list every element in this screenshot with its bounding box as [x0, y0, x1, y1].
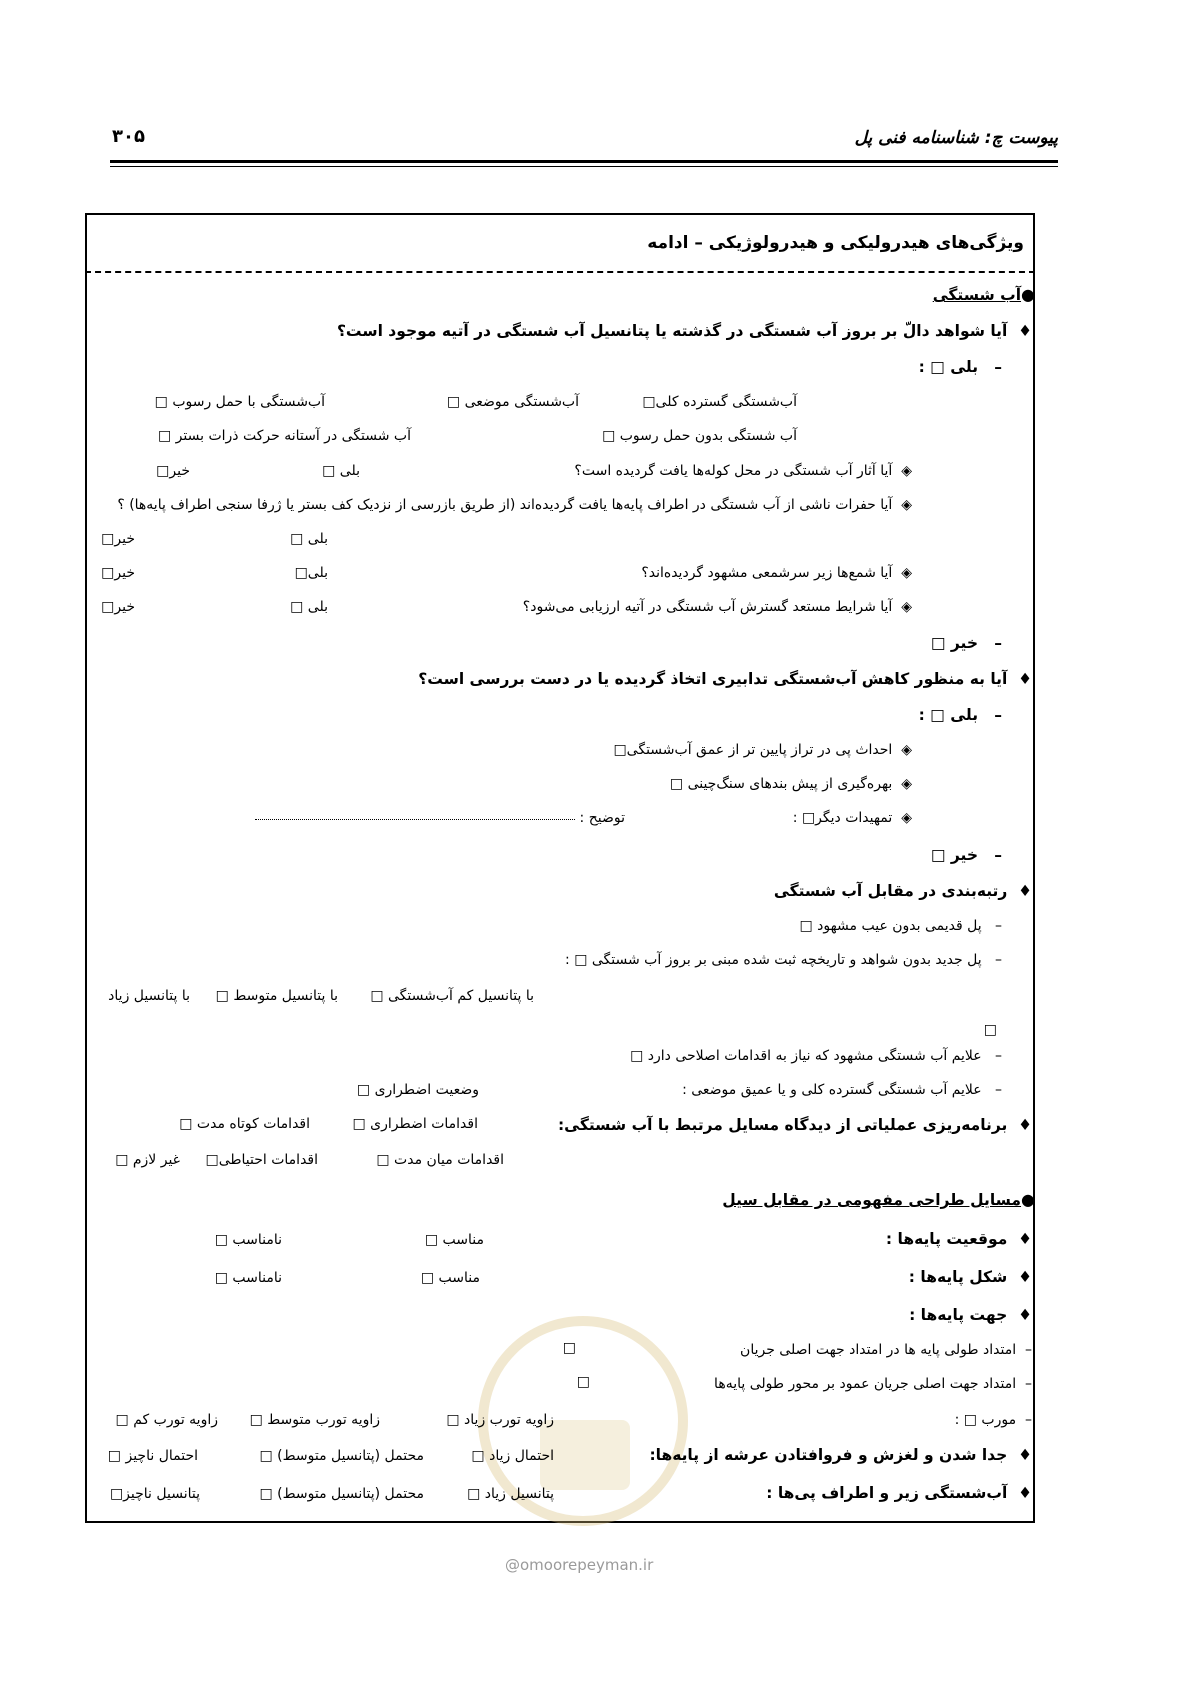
deck-detach: ♦ جدا شدن و لغزش و فروافتادن عرشه از پایه‌ها:	[649, 1446, 1032, 1464]
diamond-outline-icon: ◈	[901, 776, 912, 792]
sub-q2-no[interactable]: خیر□	[101, 531, 135, 547]
lone-checkbox[interactable]: □	[983, 1022, 997, 1038]
diamond-outline-icon: ◈	[901, 810, 912, 826]
diamond-bullet-icon: ♦	[1018, 1446, 1032, 1464]
pier-shape-suitable[interactable]: مناسب □	[420, 1270, 480, 1286]
foundation-pot-low[interactable]: پتانسیل ناچیز□	[109, 1486, 200, 1502]
diamond-outline-icon: ◈	[901, 742, 912, 758]
type-local[interactable]: آب‌شستگی موضعی □	[446, 394, 579, 410]
potential-high[interactable]: با پتانسیل زیاد	[108, 988, 190, 1004]
foundation-scour: ♦ آب‌شستگی زیر و اطراف پی‌ها :	[766, 1484, 1032, 1502]
rating-title: ♦ رتبه‌بندی در مقابل آب شستگی	[773, 882, 1032, 900]
sub-q1-yes[interactable]: بلی □	[322, 463, 360, 479]
type-without-sediment[interactable]: آب شستگی بدون حمل رسوب □	[602, 428, 797, 444]
pier-shape: ♦ شکل پایه‌ها :	[908, 1268, 1032, 1286]
sub-question-abutment: ◈ آیا آثار آب شستگی در محل کوله‌ها یافت گردیده است؟	[574, 463, 912, 479]
measure-other[interactable]: ◈ تمهیدات دیگر□ :	[792, 810, 912, 826]
diamond-bullet-icon: ♦	[1018, 882, 1032, 900]
dashed-divider	[85, 271, 1035, 273]
measure-deep-foundation[interactable]: ◈ احداث پی در تراز پایین تر از عمق آب‌شستگی□	[613, 742, 912, 758]
angle-mid[interactable]: زاویه تورب متوسط □	[249, 1412, 380, 1428]
page-header-title: پیوست چ: شناسنامه فنی پل	[854, 128, 1058, 148]
explain-field[interactable]	[255, 819, 575, 820]
bullet-dot-icon: ●	[1021, 285, 1035, 304]
plan-emergency[interactable]: اقدامات اضطراری □	[352, 1116, 478, 1132]
diamond-bullet-icon: ♦	[1018, 1484, 1032, 1502]
diamond-bullet-icon: ♦	[1018, 1268, 1032, 1286]
dir-oblique[interactable]: – مورب □ :	[954, 1412, 1032, 1428]
header-rule	[110, 160, 1058, 163]
sub-q2-yes[interactable]: بلی □	[290, 531, 328, 547]
rating-new-bridge[interactable]: – پل جدید بدون شواهد و تاریخچه ثبت شده مبنی بر بروز آب شستگی □ :	[565, 952, 1002, 968]
sub-question-piles: ◈ آیا شمع‌ها زیر سرشمعی مشهود گردیده‌اند؟	[641, 565, 912, 581]
sub-question-future: ◈ آیا شرایط مستعد گسترش آب شستگی در آتیه ارزیابی می‌شود؟	[522, 599, 912, 615]
diamond-bullet-icon: ♦	[1018, 1116, 1032, 1134]
measure-riprap[interactable]: ◈ بهره‌گیری از پیش بندهای سنگ‌چینی □	[669, 776, 912, 792]
potential-low[interactable]: با پتانسیل کم آب‌شستگی □	[370, 988, 534, 1004]
detach-prob-mid[interactable]: محتمل (پتانسیل متوسط) □	[259, 1448, 424, 1464]
plan-precaution[interactable]: اقدامات احتیاطی□	[205, 1152, 318, 1168]
rating-extensive: – علایم آب شستگی گسترده کلی و یا عمیق موضعی :	[682, 1082, 1002, 1098]
dir-perpendicular: – امتداد جهت اصلی جریان عمود بر محور طولی پایه‌ها	[714, 1376, 1032, 1392]
diamond-bullet-icon: ♦	[1018, 322, 1032, 340]
potential-mid[interactable]: با پتانسیل متوسط □	[215, 988, 338, 1004]
diamond-bullet-icon: ♦	[1018, 1306, 1032, 1324]
angle-high[interactable]: زاویه تورب زیاد □	[446, 1412, 554, 1428]
design-heading: ●مسایل طراحی مفهومی در مقابل سیل	[722, 1190, 1035, 1209]
header-rule-thin	[110, 166, 1058, 167]
explain-label: توضیح :	[579, 810, 625, 826]
q2-no[interactable]: – خیر □	[930, 846, 1002, 864]
dir-parallel: – امتداد طولی پایه ها در امتداد جهت اصلی جریان	[740, 1342, 1032, 1358]
detach-prob-low[interactable]: احتمال ناچیز □	[107, 1448, 198, 1464]
dir-parallel-box[interactable]: □	[562, 1340, 576, 1356]
diamond-bullet-icon: ♦	[1018, 670, 1032, 688]
plan-mid-term[interactable]: اقدامات میان مدت □	[376, 1152, 504, 1168]
rating-visible-signs[interactable]: – علایم آب شستگی مشهود که نیاز به اقدامات اصلاحی دارد □	[630, 1048, 1002, 1064]
foundation-pot-high[interactable]: پتانسیل زیاد □	[467, 1486, 554, 1502]
plan-short-term[interactable]: اقدامات کوتاه مدت □	[179, 1116, 310, 1132]
pier-location: ♦ موقعیت پایه‌ها :	[885, 1230, 1032, 1248]
q1-yes[interactable]: – بلی □ :	[918, 358, 1002, 376]
type-threshold[interactable]: آب شستگی در آستانه حرکت ذرات بستر □	[158, 428, 411, 444]
detach-prob-high[interactable]: احتمال زیاد □	[471, 1448, 554, 1464]
q1-no[interactable]: – خیر □	[930, 634, 1002, 652]
type-with-sediment[interactable]: آب‌شستگی با حمل رسوب □	[154, 394, 325, 410]
bullet-dot-icon: ●	[1021, 1190, 1035, 1209]
dir-perpendicular-box[interactable]: □	[576, 1374, 590, 1390]
question-1: ♦ آیا شواهد دالّ بر بروز آب شستگی در گذشته یا پتانسیل آب شستگی در آتیه موجود است؟	[336, 322, 1032, 340]
planning-title: ♦ برنامه‌ریزی عملیاتی از دیدگاه مسایل مرتبط با آب شستگی:	[557, 1116, 1032, 1134]
diamond-bullet-icon: ♦	[1018, 1230, 1032, 1248]
sub-q3-no[interactable]: خیر□	[101, 565, 135, 581]
pier-location-suitable[interactable]: مناسب □	[424, 1232, 484, 1248]
angle-low[interactable]: زاویه تورب کم □	[115, 1412, 218, 1428]
type-general[interactable]: آب‌شستگی گسترده کلی□	[642, 394, 797, 410]
foundation-pot-mid[interactable]: محتمل (پتانسیل متوسط) □	[259, 1486, 424, 1502]
diamond-outline-icon: ◈	[901, 599, 912, 615]
section-title: ویژگی‌های هیدرولیکی و هیدرولوژیکی – ادامه	[647, 233, 1024, 253]
sub-q3-yes[interactable]: بلی□	[294, 565, 328, 581]
scour-heading: ●آب شستگی	[932, 285, 1035, 304]
question-2: ♦ آیا به منظور کاهش آب‌شستگی تدابیری اتخاذ گردیده یا در دست بررسی است؟	[418, 670, 1032, 688]
plan-not-needed[interactable]: غیر لازم □	[115, 1152, 180, 1168]
sub-q1-no[interactable]: خیر□	[156, 463, 190, 479]
q2-yes[interactable]: – بلی □ :	[918, 706, 1002, 724]
page-number: ۳۰۵	[112, 126, 145, 147]
emergency-status[interactable]: وضعیت اضطراری □	[356, 1082, 479, 1098]
diamond-outline-icon: ◈	[901, 497, 912, 513]
diamond-outline-icon: ◈	[901, 463, 912, 479]
pier-direction: ♦ جهت پایه‌ها :	[909, 1306, 1032, 1324]
diamond-outline-icon: ◈	[901, 565, 912, 581]
watermark-url: @omoorepeyman.ir	[505, 1556, 654, 1574]
sub-q4-yes[interactable]: بلی □	[290, 599, 328, 615]
rating-old-bridge[interactable]: – پل قدیمی بدون عیب مشهود □	[799, 918, 1002, 934]
pier-location-unsuitable[interactable]: نامناسب □	[214, 1232, 282, 1248]
sub-question-piers: ◈ آیا حفرات ناشی از آب شستگی در اطراف پایه‌ها یافت گردیده‌اند (از طریق بازرسی از نزدیک کف بستر یا ژرفا سنجی اطراف پایه‌ها) ؟	[117, 497, 912, 513]
sub-q4-no[interactable]: خیر□	[101, 599, 135, 615]
pier-shape-unsuitable[interactable]: نامناسب □	[214, 1270, 282, 1286]
